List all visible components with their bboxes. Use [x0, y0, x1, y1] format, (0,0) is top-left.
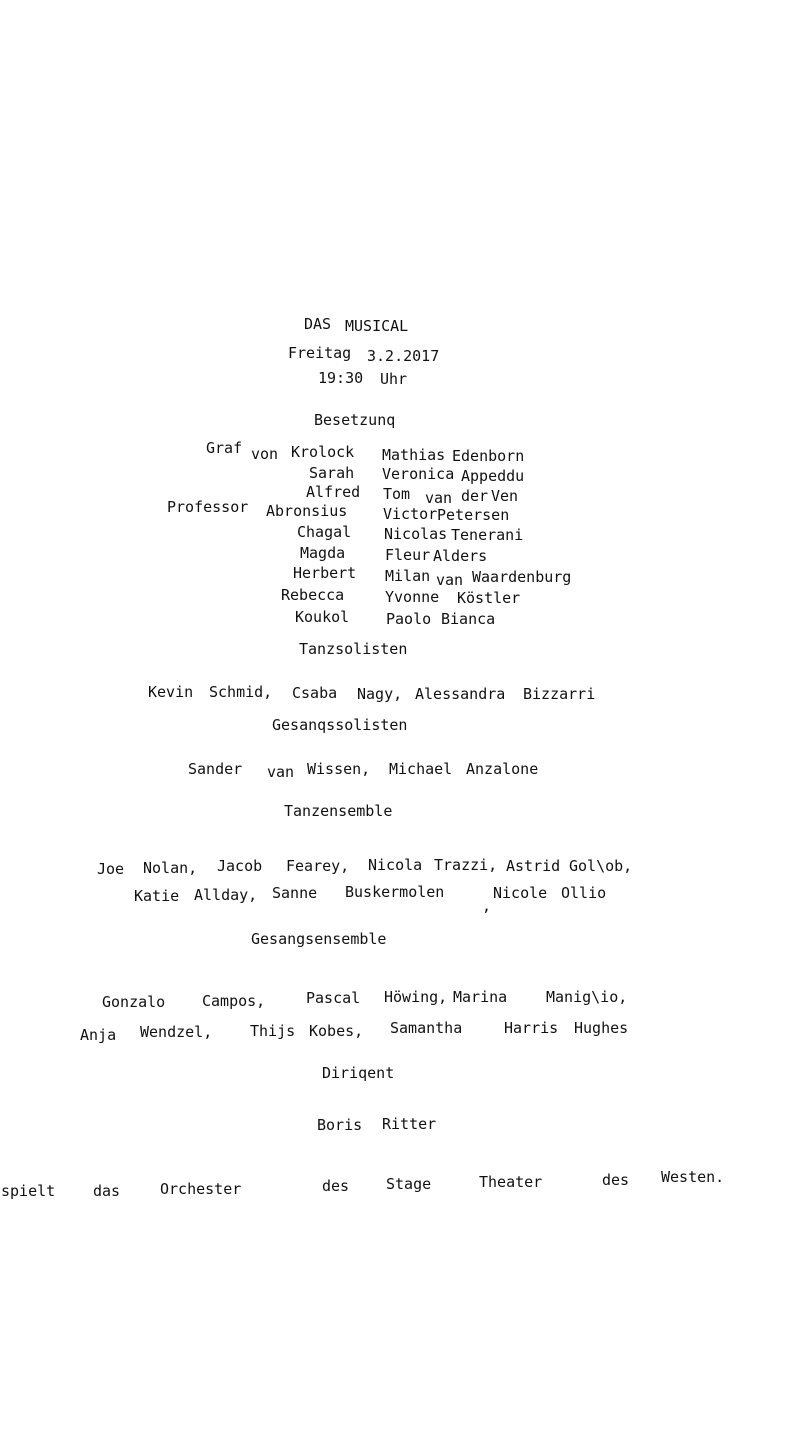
closing-word: des [322, 1177, 350, 1195]
name-word: Gol\ob, [569, 857, 633, 875]
role-word: von [251, 445, 279, 463]
name-word: Allday, [194, 886, 258, 904]
section-heading: Gesangsensemble [251, 930, 387, 948]
name-word: Fearey, [286, 857, 350, 875]
role-word: Professor [167, 498, 249, 516]
date-weekday: Freitag [288, 344, 352, 362]
role-word: Magda [300, 544, 346, 562]
name-word: Michael [389, 760, 453, 778]
actor-word: Appeddu [461, 467, 525, 485]
name-word: Manig\io, [546, 988, 628, 1006]
section-heading: Gesanqssolisten [272, 716, 408, 734]
actor-word: der [461, 487, 489, 505]
closing-word: Orchester [160, 1180, 242, 1198]
name-word: Nolan, [143, 859, 198, 877]
role-word: Herbert [293, 564, 357, 582]
role-word: Abronsius [266, 502, 348, 520]
conductor-word: Boris [317, 1116, 363, 1134]
name-word: Wendzel, [140, 1023, 213, 1041]
actor-word: Milan [385, 567, 431, 585]
name-word: Thijs [250, 1022, 296, 1040]
actor-word: Fleur [385, 546, 431, 564]
actor-word: Ven [491, 487, 519, 505]
name-word: , [482, 897, 492, 915]
name-word: Wissen, [307, 760, 371, 778]
actor-word: van [436, 571, 464, 589]
name-word: Höwing, [384, 988, 448, 1006]
name-word: Anja [80, 1026, 117, 1044]
name-word: Bizzarri [523, 685, 596, 703]
name-word: Samantha [390, 1019, 463, 1037]
actor-word: Bianca [441, 610, 496, 628]
cast-heading: Besetzunq [314, 411, 396, 429]
name-word: Trazzi, [434, 856, 498, 874]
role-word: Rebecca [281, 586, 345, 604]
name-word: Nicola [368, 856, 423, 874]
actor-word: van [425, 489, 453, 507]
name-word: Jacob [217, 857, 263, 875]
time-value: 19:30 [318, 369, 364, 387]
role-word: Sarah [309, 464, 355, 482]
title-word: MUSICAL [345, 317, 409, 335]
section-heading: Diriqent [322, 1064, 395, 1082]
conductor-word: Ritter [382, 1115, 437, 1133]
date-value: 3.2.2017 [367, 347, 440, 365]
actor-word: Nicolas [384, 525, 448, 543]
name-word: Ollio [561, 884, 607, 902]
actor-word: Mathias [382, 446, 446, 464]
role-word: Graf [206, 439, 243, 457]
section-heading: Tanzensemble [284, 802, 393, 820]
name-word: Csaba [292, 684, 338, 702]
title-word: DAS [304, 315, 332, 333]
name-word: Alessandra [415, 685, 506, 703]
actor-word: Tom [383, 485, 411, 503]
name-word: van [267, 763, 295, 781]
actor-word: Yvonne [385, 588, 440, 606]
name-word: Hughes [574, 1019, 629, 1037]
name-word: Anzalone [466, 760, 539, 778]
name-word: Buskermolen [345, 883, 445, 901]
name-word: Joe [97, 860, 125, 878]
actor-word: Paolo [386, 610, 432, 628]
closing-word: das [93, 1182, 121, 1200]
role-word: Chagal [297, 523, 352, 541]
time-unit: Uhr [380, 370, 408, 388]
actor-word: Victor [383, 505, 438, 523]
actor-word: Tenerani [451, 526, 524, 544]
actor-word: Edenborn [452, 447, 525, 465]
name-word: Campos, [202, 992, 266, 1010]
name-word: Nagy, [357, 685, 403, 703]
closing-word: Theater [479, 1173, 543, 1191]
name-word: Katie [134, 887, 180, 905]
actor-word: Petersen [437, 506, 510, 524]
closing-word: Stage [386, 1175, 432, 1193]
actor-word: Köstler [457, 589, 521, 607]
name-word: Kevin [148, 683, 194, 701]
name-word: Astrid [506, 857, 561, 875]
role-word: Alfred [306, 483, 361, 501]
actor-word: Alders [433, 547, 488, 565]
actor-word: Waardenburg [472, 568, 572, 586]
name-word: Marina [453, 988, 508, 1006]
name-word: Nicole [493, 884, 548, 902]
actor-word: Veronica [382, 465, 455, 483]
name-word: Kobes, [309, 1022, 364, 1040]
name-word: Sanne [272, 884, 318, 902]
closing-word: Westen. [661, 1168, 725, 1186]
closing-word: des [602, 1171, 630, 1189]
closing-word: spielt [1, 1182, 56, 1200]
name-word: Harris [504, 1019, 559, 1037]
name-word: Gonzalo [102, 993, 166, 1011]
role-word: Krolock [291, 443, 355, 461]
name-word: Pascal [306, 989, 361, 1007]
name-word: Schmid, [209, 683, 273, 701]
name-word: Sander [188, 760, 243, 778]
section-heading: Tanzsolisten [299, 640, 408, 658]
role-word: Koukol [295, 608, 350, 626]
